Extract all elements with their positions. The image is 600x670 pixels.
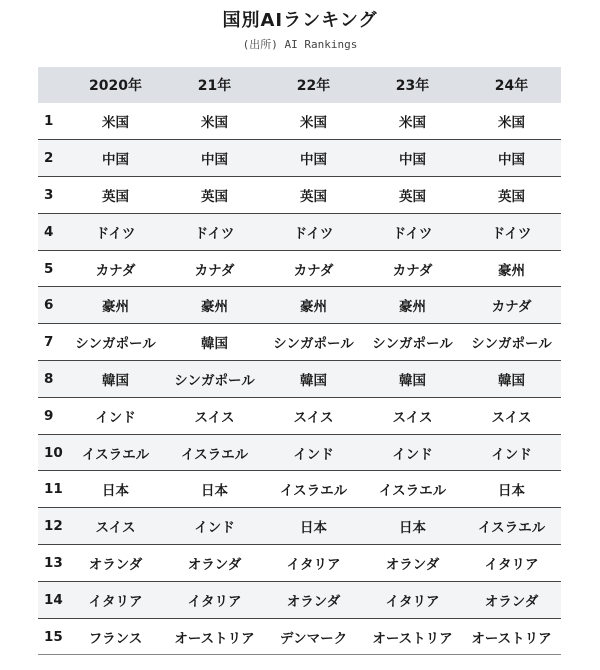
table-row	[38, 434, 561, 471]
table-row	[38, 618, 561, 655]
rank-number: 10	[44, 444, 63, 461]
country-cell: インド	[491, 446, 532, 463]
country-cell: カナダ	[392, 262, 433, 279]
rank-number: 5	[44, 260, 54, 277]
country-cell: デンマーク	[279, 630, 348, 647]
country-cell: シンガポール	[471, 336, 552, 353]
rank-number: 7	[44, 334, 54, 351]
country-cell: イタリア	[385, 593, 440, 610]
country-cell: ドイツ	[392, 225, 433, 242]
country-cell: 韓国	[201, 336, 228, 353]
country-cell: 韓国	[300, 372, 327, 389]
table-row	[38, 545, 561, 582]
country-cell: イスラエル	[477, 520, 546, 537]
country-cell: 中国	[102, 152, 129, 169]
country-cell: カナダ	[293, 262, 334, 279]
country-cell: 豪州	[399, 299, 426, 316]
country-cell: 米国	[300, 115, 327, 132]
rank-number: 1	[44, 113, 54, 130]
country-cell: 中国	[498, 152, 525, 169]
country-cell: オランダ	[286, 593, 341, 610]
table-row	[38, 177, 561, 214]
country-cell: イスラエル	[180, 446, 249, 463]
rank-number: 14	[44, 591, 63, 608]
country-cell: カナダ	[491, 299, 532, 316]
country-cell: 豪州	[300, 299, 327, 316]
country-cell: 中国	[201, 152, 228, 169]
table-row	[38, 103, 561, 140]
country-cell: ドイツ	[194, 225, 235, 242]
rank-number: 3	[44, 186, 54, 203]
table-row	[38, 397, 561, 434]
table-row	[38, 324, 561, 361]
country-cell: インド	[392, 446, 433, 463]
header-cell-year: 23年	[395, 78, 430, 94]
table-row	[38, 508, 561, 545]
country-cell: イスラエル	[279, 483, 348, 500]
country-cell: オランダ	[187, 556, 242, 573]
country-cell: インド	[293, 446, 334, 463]
country-cell: スイス	[491, 409, 532, 426]
country-cell: シンガポール	[273, 336, 354, 353]
country-cell: イタリア	[187, 593, 242, 610]
country-cell: 日本	[201, 483, 228, 500]
country-cell: 英国	[399, 188, 426, 205]
country-cell: スイス	[392, 409, 433, 426]
rank-number: 13	[44, 554, 63, 571]
header-cell-year: 24年	[494, 78, 529, 94]
country-cell: ドイツ	[95, 225, 136, 242]
rank-number: 11	[44, 481, 63, 498]
country-cell: イスラエル	[81, 446, 150, 463]
table-row	[38, 213, 561, 250]
country-cell: イタリア	[484, 556, 539, 573]
country-cell: 英国	[498, 188, 525, 205]
country-cell: 日本	[498, 483, 525, 500]
country-cell: 日本	[102, 483, 129, 500]
country-cell: 中国	[399, 152, 426, 169]
rank-number: 6	[44, 297, 54, 314]
country-cell: 中国	[300, 152, 327, 169]
country-cell: シンガポール	[75, 336, 156, 353]
rank-number: 2	[44, 150, 54, 167]
header-cell-year: 21年	[197, 78, 232, 94]
source-note: (出所) AI Rankings	[242, 38, 358, 51]
country-cell: 韓国	[102, 372, 129, 389]
table-row	[38, 287, 561, 324]
country-cell: 米国	[201, 115, 228, 132]
country-cell: オーストリア	[471, 630, 552, 647]
table-header	[38, 67, 561, 103]
country-cell: 英国	[300, 188, 327, 205]
country-cell: 韓国	[399, 372, 426, 389]
header-cell-year: 2020年	[89, 78, 142, 94]
rank-number: 15	[44, 628, 63, 645]
table-body	[38, 103, 561, 655]
country-cell: インド	[194, 520, 235, 537]
header-cell-year: 22年	[296, 78, 331, 94]
table-row	[38, 250, 561, 287]
country-cell: イタリア	[88, 593, 143, 610]
country-cell: 日本	[300, 520, 327, 537]
country-cell: 豪州	[102, 299, 129, 316]
country-cell: イスラエル	[378, 483, 447, 500]
country-cell: 英国	[201, 188, 228, 205]
country-cell: シンガポール	[174, 372, 255, 389]
country-cell: スイス	[293, 409, 334, 426]
header-row	[38, 67, 561, 103]
country-cell: ドイツ	[491, 225, 532, 242]
country-cell: 米国	[399, 115, 426, 132]
rank-number: 4	[44, 223, 54, 240]
header-cell-rank	[38, 67, 66, 103]
rank-number: 9	[44, 407, 54, 424]
table-row	[38, 581, 561, 618]
country-cell: 豪州	[201, 299, 228, 316]
country-cell: イタリア	[286, 556, 341, 573]
country-cell: 韓国	[498, 372, 525, 389]
country-cell: カナダ	[194, 262, 235, 279]
country-cell: 日本	[399, 520, 426, 537]
country-cell: オランダ	[484, 593, 539, 610]
chart-title: 国別AIランキング	[222, 10, 378, 31]
rank-number: 12	[44, 518, 63, 535]
country-cell: スイス	[194, 409, 235, 426]
table-row	[38, 361, 561, 398]
country-cell: オランダ	[88, 556, 143, 573]
country-cell: 米国	[102, 115, 129, 132]
table-row	[38, 471, 561, 508]
country-cell: オーストリア	[174, 630, 255, 647]
country-cell: 英国	[102, 188, 129, 205]
country-cell: インド	[95, 409, 136, 426]
table-row	[38, 140, 561, 177]
country-cell: ドイツ	[293, 225, 334, 242]
country-cell: 豪州	[498, 262, 525, 279]
country-cell: オランダ	[385, 556, 440, 573]
country-cell: カナダ	[95, 262, 136, 279]
country-cell: オーストリア	[372, 630, 453, 647]
rank-number: 8	[44, 370, 54, 387]
country-cell: スイス	[95, 520, 136, 537]
country-cell: 米国	[498, 115, 525, 132]
ranking-table	[38, 67, 561, 655]
country-cell: フランス	[88, 630, 143, 647]
country-cell: シンガポール	[372, 336, 453, 353]
